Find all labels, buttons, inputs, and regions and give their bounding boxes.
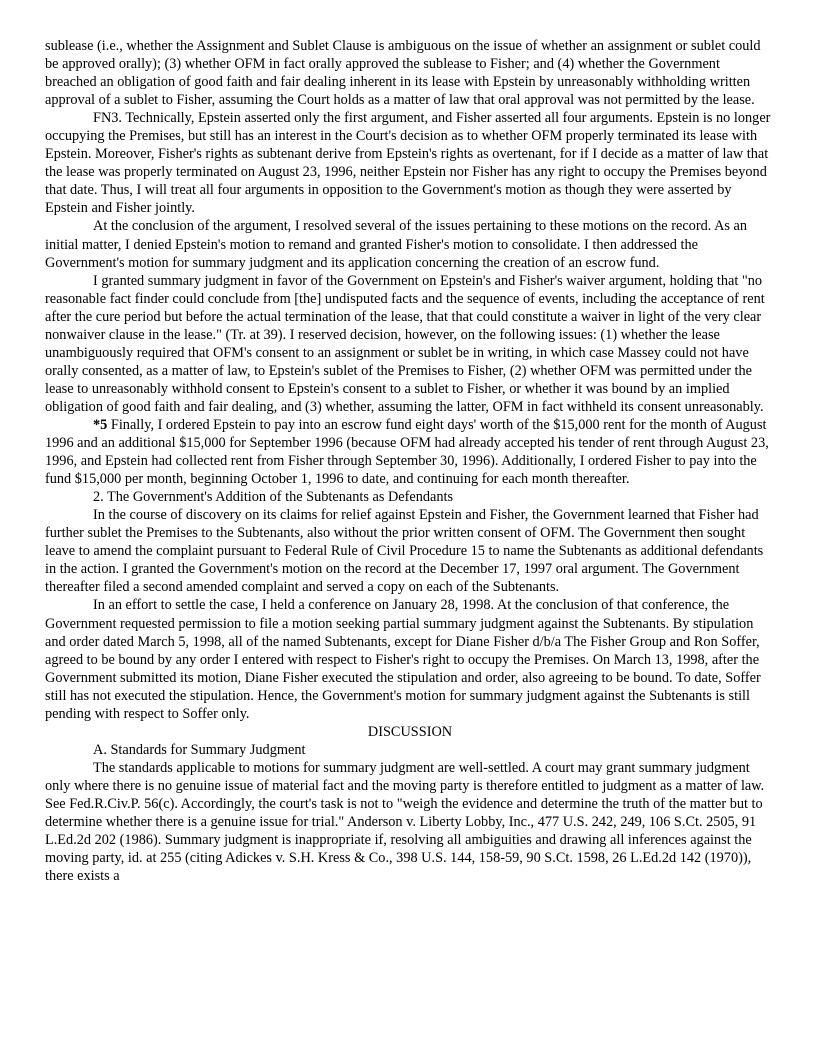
section-heading-discussion: DISCUSSION bbox=[367, 723, 453, 740]
star-page-marker: *5 bbox=[93, 416, 108, 433]
paragraph-summary-judgment-waiver: I granted summary judgment in favor of the Government on Epstein's and Fisher's waiver argument, holding that "no reasonable fact finder could conclude from [the] undisputed facts and the sequence of events, including the acceptance of rent after the cure period but before the actual termination of the lease, that that could constitute a waiver in light of the very clear nonwaiver clause in the lease." (Tr. at 39). I reserved decision, however, on the following issues: (1) whether the lease unambiguously required that OFM's consent to an assignment or sublet be in writing, in which case Massey could not have orally consented, as a matter of law, to Epstein's sublet of the Premises to Fisher, (2) whether OFM was permitted under the lease to unreasonably withhold consent to Epstein's consent to a sublet to Fisher, or whether it was bound by an implied obligation of good faith and fair dealing, and (3) whether, assuming the latter, OFM in fact withheld its consent unreasonably. bbox=[45, 272, 765, 415]
section-heading-standards: A. Standards for Summary Judgment bbox=[93, 741, 306, 758]
document-page bbox=[45, 37, 775, 885]
paragraph-continuation: sublease (i.e., whether the Assignment and Sublet Clause is ambiguous on the issue of whether an assignment or sublet could be approved orally); (3) whether OFM in fact orally approved the sublease to Fisher; and (4) whether the Government breached an obligation of good faith and fair dealing inherent in its lease with Epstein by unreasonably withholding written approval of a sublet to Fisher, assuming the Court holds as a matter of law that oral approval was not permitted by the lease. bbox=[45, 38, 761, 109]
paragraph-footnote-3: FN3. Technically, Epstein asserted only the first argument, and Fisher asserted all four arguments. Epstein is no longer occupying the Premises, but still has an interest in the Court's decision as to whether OFM properly terminated its lease with Epstein. Moreover, Fisher's rights as subtenant derive from Epstein's rights as overtenant, for if I decide as a matter of law that the lease was properly terminated on August 23, 1996, neither Epstein nor Fisher has any right to occupy the Premises beyond that date. Thus, I will treat all four arguments in opposition to the Government's motion as though they were asserted by Epstein and Fisher jointly. bbox=[45, 110, 771, 217]
paragraph-standards: The standards applicable to motions for summary judgment are well-settled. A court may grant summary judgment only where there is no genuine issue of material fact and the moving party is therefore entitled to judgment as a matter of law. See Fed.R.Civ.P. 56(c). Accordingly, the court's task is not to "weigh the evidence and determine the truth of the matter but to determine whether there is a genuine issue for trial." Anderson v. Liberty Lobby, Inc., 477 U.S. 242, 249, 106 S.Ct. 2505, 91 L.Ed.2d 202 (1986). Summary judgment is inappropriate if, resolving all ambiguities and drawing all inferences against the moving party, id. at 255 (citing Adickes v. S.H. Kress & Co., 398 U.S. 144, 158-59, 90 S.Ct. 1598, 26 L.Ed.2d 142 (1970)), there exists a bbox=[45, 759, 765, 885]
paragraph-escrow-text: Finally, I ordered Epstein to pay into an escrow fund eight days' worth of the $15,000 rent for the month of August 1996 and an additional $15,000 for September 1996 (because OFM had already accepted his tender of rent through August 23, 1996, and Epstein had collected rent from Fisher through September 30, 1996). Additionally, I ordered Fisher to pay into the fund $15,000 per month, beginning October 1, 1996 to date, and continuing for each month thereafter. bbox=[45, 416, 769, 488]
paragraph-conclusion-of-argument: At the conclusion of the argument, I resolved several of the issues pertaining to these motions on the record. As an initial matter, I denied Epstein's motion to remand and granted Fisher's motion to consolidate. I then addressed the Government's motion for summary judgment and its application concerning the creation of an escrow fund. bbox=[45, 218, 748, 271]
section-heading-subtenants: 2. The Government's Addition of the Subtenants as Defendants bbox=[93, 489, 454, 506]
paragraph-escrow-order bbox=[45, 416, 775, 488]
paragraph-discovery: In the course of discovery on its claims for relief against Epstein and Fisher, the Government learned that Fisher had further sublet the Premises to the Subtenants, also without the prior written consent of OFM. The Government then sought leave to amend the complaint pursuant to Federal Rule of Civil Procedure 15 to name the Subtenants as additional defendants in the action. I granted the Government's motion on the record at the December 17, 1997 oral argument. The Government thereafter filed a second amended complaint and served a copy on each of the Subtenants. bbox=[45, 507, 764, 596]
paragraph-settlement-conference: In an effort to settle the case, I held a conference on January 28, 1998. At the conclusion of that conference, the Government requested permission to file a motion seeking partial summary judgment against the Subtenants. By stipulation and order dated March 5, 1998, all of the named Subtenants, except for Diane Fisher d/b/a The Fisher Group and Ron Soffer, agreed to be bound by any order I entered with respect to Fisher's right to occupy the Premises. On March 13, 1998, after the Government submitted its motion, Diane Fisher executed the stipulation and order, also agreeing to be bound. To date, Soffer still has not executed the stipulation. Hence, the Government's motion for summary judgment against the Subtenants is still pending with respect to Soffer only. bbox=[45, 597, 761, 722]
